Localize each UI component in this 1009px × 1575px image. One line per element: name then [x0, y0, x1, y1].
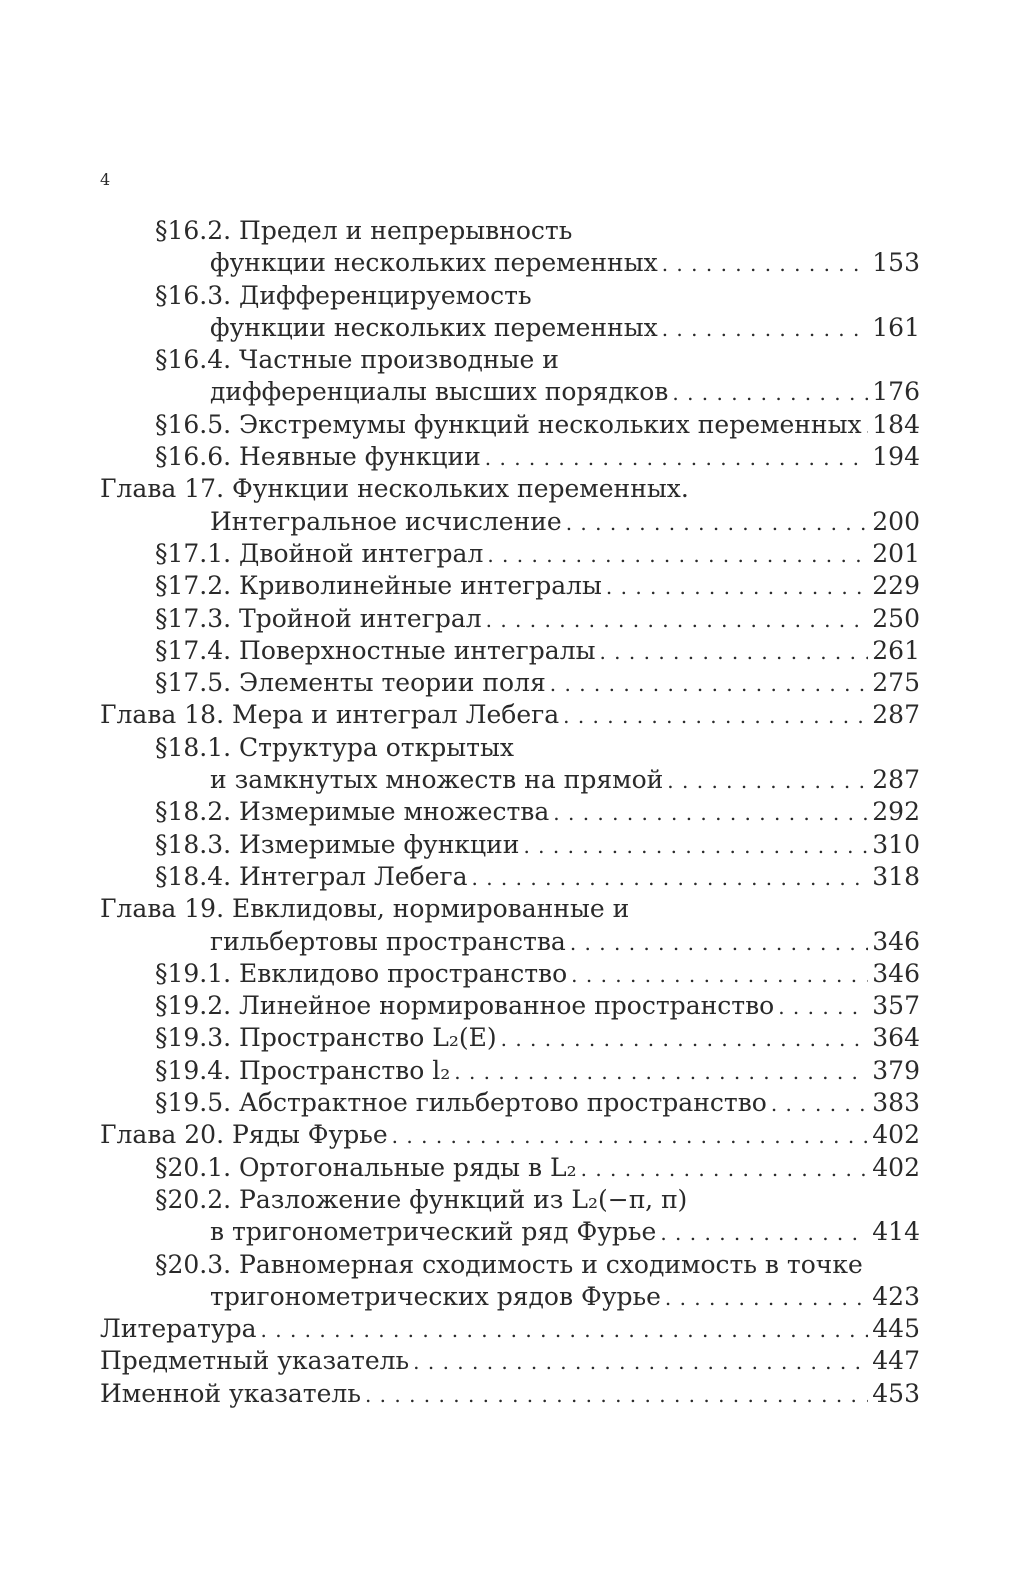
toc-entry-title: Именной указатель	[100, 1378, 361, 1408]
toc-entry-page: 447	[872, 1346, 920, 1376]
toc-entry[interactable]	[100, 473, 920, 505]
toc-entry-page: 261	[872, 635, 920, 665]
toc-entry-title: §20.1. Ортогональные ряды в L₂	[155, 1152, 577, 1182]
toc-leader-dots	[771, 1088, 868, 1120]
toc-entry[interactable]	[100, 603, 920, 635]
toc-entry[interactable]	[100, 1119, 920, 1151]
toc-entry-title: §17.3. Тройной интеграл	[155, 603, 482, 633]
toc-entry[interactable]	[100, 538, 920, 570]
toc-entry[interactable]	[100, 280, 920, 312]
table-of-contents	[100, 215, 920, 1410]
toc-entry-title: §17.1. Двойной интеграл	[155, 538, 484, 568]
toc-entry-page: 194	[872, 442, 920, 472]
toc-entry[interactable]	[100, 1184, 920, 1216]
toc-leader-dots	[553, 797, 868, 829]
toc-entry-title: §18.4. Интеграл Лебега	[155, 861, 468, 891]
toc-entry-page: 453	[872, 1378, 920, 1408]
toc-leader-dots	[365, 1379, 868, 1411]
toc-entry-page: 229	[872, 571, 920, 601]
toc-leader-dots	[667, 765, 868, 797]
toc-entry-page: 250	[872, 603, 920, 633]
toc-leader-dots	[599, 636, 868, 668]
toc-entry-page: 275	[872, 668, 920, 698]
toc-entry-title: Глава 18. Мера и интеграл Лебега	[100, 700, 560, 730]
toc-leader-dots	[523, 830, 868, 862]
toc-entry-title: §17.5. Элементы теории поля	[155, 668, 546, 698]
toc-entry[interactable]	[100, 764, 920, 796]
toc-leader-dots	[413, 1346, 868, 1378]
toc-entry[interactable]	[100, 1055, 920, 1087]
toc-entry-title: Интегральное исчисление	[210, 506, 562, 536]
toc-entry-title: §20.3. Равномерная сходимость и сходимость в точке	[155, 1249, 863, 1279]
toc-entry[interactable]	[100, 861, 920, 893]
toc-entry[interactable]	[100, 699, 920, 731]
toc-entry[interactable]	[100, 312, 920, 344]
toc-entry-title: §19.1. Евклидово пространство	[155, 958, 568, 988]
toc-entry-title: §16.2. Предел и непрерывность	[155, 216, 573, 245]
toc-entry-page: 287	[872, 765, 920, 795]
toc-entry-title: §16.3. Дифференцируемость	[155, 280, 532, 310]
toc-entry[interactable]	[100, 958, 920, 990]
toc-entry[interactable]	[100, 1378, 920, 1410]
toc-entry-page: 287	[872, 700, 920, 730]
toc-leader-dots	[662, 248, 869, 280]
toc-entry[interactable]	[100, 215, 920, 247]
toc-entry[interactable]	[100, 635, 920, 667]
toc-entry[interactable]	[100, 344, 920, 376]
toc-entry-title: тригонометрических рядов Фурье	[210, 1281, 661, 1311]
toc-entry-title: функции нескольких переменных	[210, 312, 658, 342]
toc-leader-dots	[566, 507, 869, 539]
toc-entry-page: 161	[872, 312, 920, 342]
toc-entry-title: §18.3. Измеримые функции	[155, 829, 520, 859]
toc-entry-title: §18.2. Измеримые множества	[155, 797, 550, 827]
toc-leader-dots	[571, 959, 868, 991]
toc-entry-page: 346	[872, 958, 920, 988]
toc-leader-dots	[501, 1023, 869, 1055]
toc-leader-dots	[454, 1056, 868, 1088]
toc-entry[interactable]	[100, 926, 920, 958]
toc-entry-title: §16.6. Неявные функции	[155, 442, 481, 472]
toc-entry-title: §17.4. Поверхностные интегралы	[155, 635, 596, 665]
toc-entry[interactable]	[100, 570, 920, 602]
toc-entry-page: 379	[872, 1055, 920, 1085]
toc-entry-page: 364	[872, 1023, 920, 1053]
toc-leader-dots	[472, 862, 869, 894]
toc-entry[interactable]	[100, 1216, 920, 1248]
toc-entry[interactable]	[100, 829, 920, 861]
toc-entry-title: §16.4. Частные производные и	[155, 345, 559, 375]
toc-entry[interactable]	[100, 409, 920, 441]
toc-entry[interactable]	[100, 732, 920, 764]
toc-entry[interactable]	[100, 990, 920, 1022]
toc-entry-page: 310	[872, 829, 920, 859]
toc-entry-page: 318	[872, 861, 920, 891]
toc-entry-title: в тригонометрический ряд Фурье	[210, 1217, 657, 1247]
toc-entry-title: Глава 19. Евклидовы, нормированные и	[100, 894, 630, 924]
toc-entry[interactable]	[100, 1281, 920, 1313]
toc-leader-dots	[665, 1282, 868, 1314]
toc-entry[interactable]	[100, 441, 920, 473]
toc-leader-dots	[261, 1314, 869, 1346]
page-number: 4	[100, 170, 111, 189]
toc-leader-dots	[570, 927, 868, 959]
toc-entry-title: §19.5. Абстрактное гильбертово пространство	[155, 1088, 767, 1118]
toc-leader-dots	[550, 668, 869, 700]
toc-entry[interactable]	[100, 1022, 920, 1054]
toc-leader-dots	[672, 377, 868, 409]
toc-entry-page: 200	[872, 506, 920, 536]
toc-entry-title: функции нескольких переменных	[210, 248, 658, 278]
toc-leader-dots	[606, 571, 868, 603]
toc-entry-page: 184	[872, 409, 920, 439]
toc-entry-page: 423	[872, 1281, 920, 1311]
toc-leader-dots	[662, 313, 869, 345]
toc-entry-page: 201	[872, 538, 920, 568]
toc-entry-title: Глава 20. Ряды Фурье	[100, 1120, 388, 1150]
toc-entry-title: §20.2. Разложение функций из L₂(−π, π)	[155, 1184, 688, 1214]
toc-entry-page: 153	[872, 248, 920, 278]
toc-entry-page: 346	[872, 926, 920, 956]
toc-entry[interactable]	[100, 796, 920, 828]
toc-entry[interactable]	[100, 893, 920, 925]
toc-entry-page: 383	[872, 1088, 920, 1118]
toc-entry[interactable]	[100, 1313, 920, 1345]
toc-entry-title: Глава 17. Функции нескольких переменных.	[100, 474, 689, 504]
toc-entry[interactable]	[100, 667, 920, 699]
toc-entry-page: 402	[872, 1152, 920, 1182]
toc-entry-title: §19.2. Линейное нормированное пространство	[155, 991, 775, 1021]
toc-leader-dots	[487, 539, 868, 571]
toc-entry-title: §18.1. Структура открытых	[155, 732, 514, 762]
toc-entry[interactable]	[100, 1152, 920, 1184]
toc-entry-title: §17.2. Криволинейные интегралы	[155, 571, 602, 601]
toc-leader-dots	[660, 1217, 868, 1249]
toc-entry-title: §19.4. Пространство l₂	[155, 1055, 451, 1085]
toc-entry-page: 357	[872, 991, 920, 1021]
toc-entry[interactable]	[100, 506, 920, 538]
toc-entry-title: дифференциалы высших порядков	[210, 377, 669, 407]
toc-entry[interactable]	[100, 247, 920, 279]
toc-entry[interactable]	[100, 1249, 920, 1281]
toc-entry-title: гильбертовы пространства	[210, 926, 566, 956]
toc-entry-title: и замкнутых множеств на прямой	[210, 765, 664, 795]
toc-entry[interactable]	[100, 1087, 920, 1119]
toc-entry[interactable]	[100, 1345, 920, 1377]
toc-entry[interactable]	[100, 376, 920, 408]
toc-entry-page: 176	[872, 377, 920, 407]
toc-entry-title: Литература	[100, 1314, 257, 1344]
toc-entry-page: 414	[872, 1217, 920, 1247]
toc-leader-dots	[778, 991, 868, 1023]
toc-entry-title: Предметный указатель	[100, 1346, 410, 1376]
toc-entry-page: 292	[872, 797, 920, 827]
toc-entry-page: 402	[872, 1120, 920, 1150]
toc-entry-title: §19.3. Пространство L₂(E)	[155, 1023, 497, 1053]
toc-leader-dots	[392, 1120, 869, 1152]
toc-leader-dots	[581, 1153, 869, 1185]
toc-leader-dots	[866, 410, 869, 442]
toc-entry-page: 445	[872, 1314, 920, 1344]
toc-leader-dots	[485, 442, 869, 474]
toc-leader-dots	[486, 604, 869, 636]
toc-entry-title: §16.5. Экстремумы функций нескольких переменных	[155, 409, 862, 439]
toc-leader-dots	[563, 700, 868, 732]
